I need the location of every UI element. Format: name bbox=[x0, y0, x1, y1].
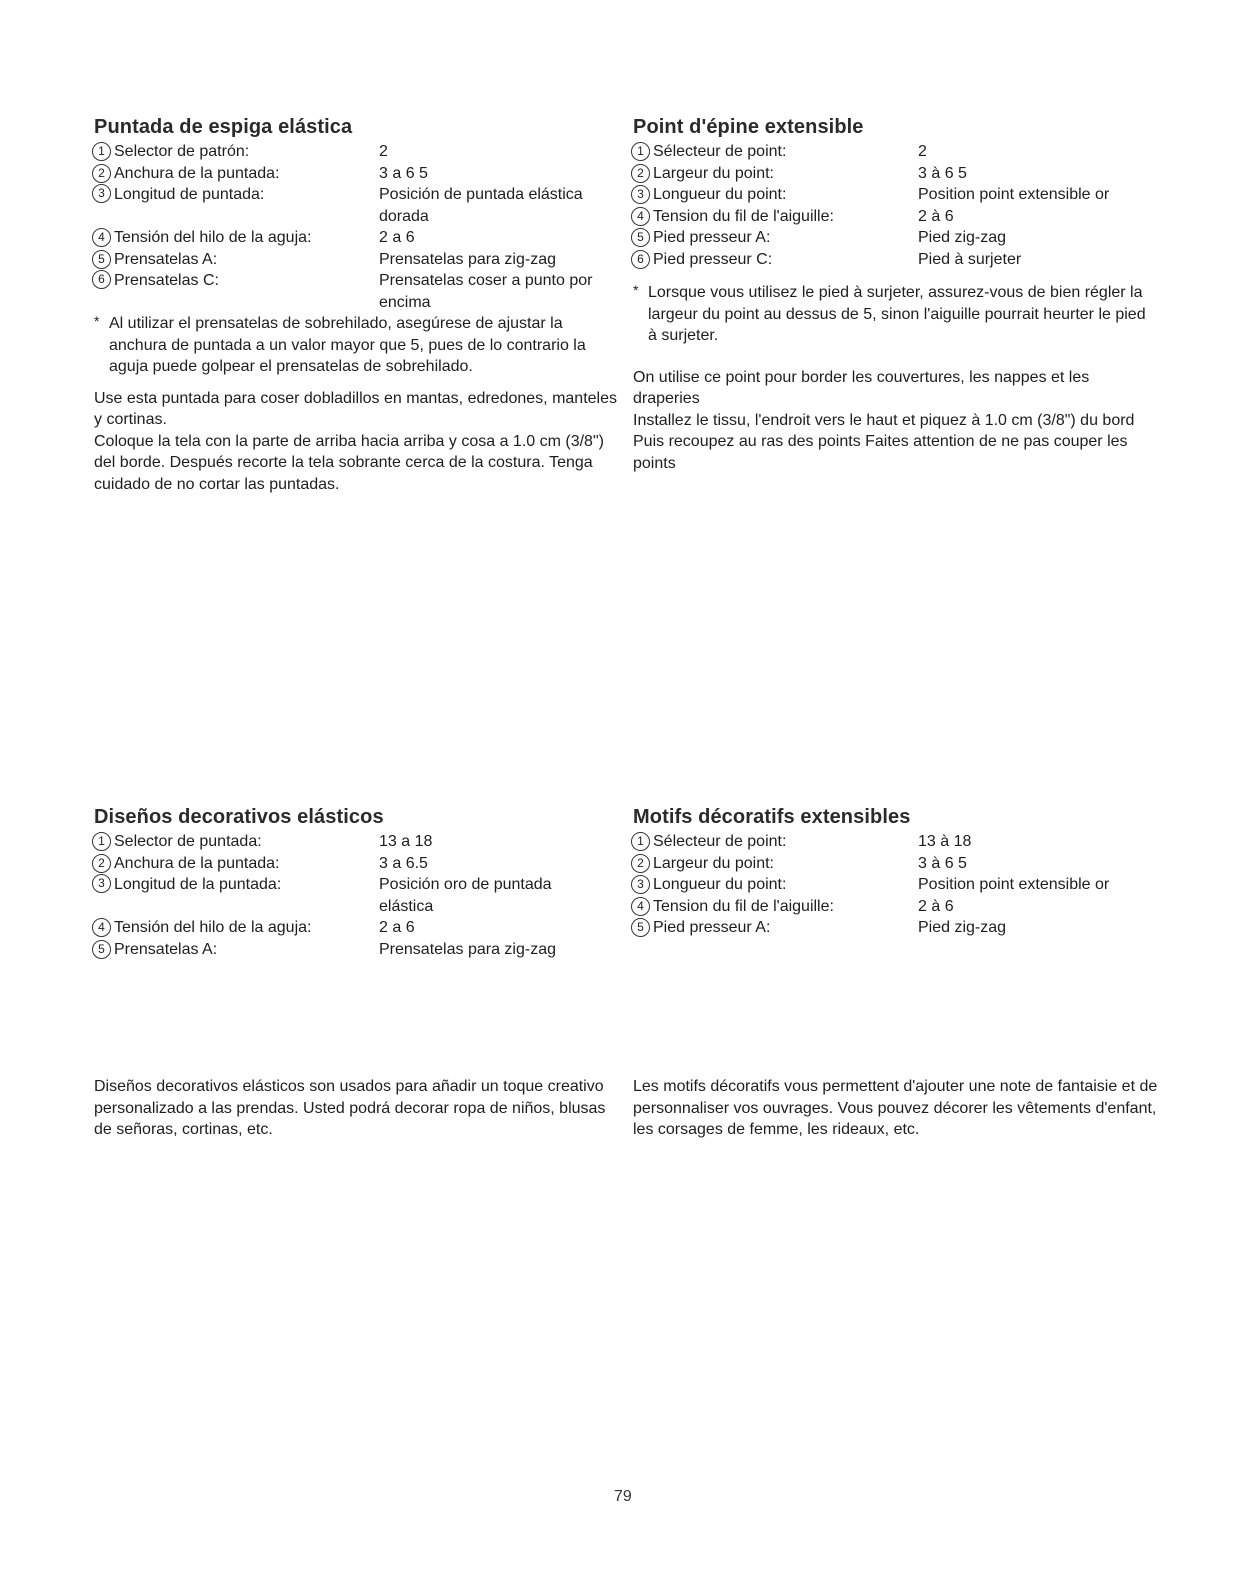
paragraph-block-es bbox=[94, 1076, 619, 1141]
setting-row bbox=[94, 270, 619, 313]
setting-label: Longueur du point: bbox=[653, 876, 787, 893]
setting-value: 2 bbox=[918, 143, 927, 160]
section-motifs-decoratifs bbox=[633, 806, 1158, 939]
setting-row bbox=[633, 184, 1158, 206]
setting-label: Longitud de puntada: bbox=[114, 186, 265, 203]
paragraph: Coloque la tela con la parte de arriba hacia arriba y cosa a 1.0 cm (3/8") del borde. Después recorte la tela sobrante cerca de la costura. Tenga cuidado de no cortar las puntadas. bbox=[94, 432, 604, 493]
section-point-epine bbox=[633, 116, 1158, 474]
setting-row bbox=[633, 874, 1158, 896]
number-2-icon: 2 bbox=[92, 164, 111, 183]
number-3-icon: 3 bbox=[631, 185, 650, 204]
bullet-asterisk-icon: * bbox=[94, 313, 100, 329]
number-5-icon: 5 bbox=[631, 918, 650, 937]
setting-label: Largeur du point: bbox=[653, 854, 774, 872]
setting-label: Selector de patrón: bbox=[114, 143, 250, 160]
setting-row bbox=[94, 917, 619, 939]
setting-label: Sélecteur de point: bbox=[653, 833, 787, 850]
setting-value: 13 a 18 bbox=[379, 833, 433, 850]
setting-row bbox=[633, 917, 1158, 939]
number-3-icon: 3 bbox=[92, 184, 111, 203]
note bbox=[94, 313, 619, 378]
number-5-icon: 5 bbox=[92, 940, 111, 959]
setting-value: 3 a 6 5 bbox=[379, 164, 428, 182]
settings-list bbox=[94, 831, 619, 960]
setting-label: Sélecteur de point: bbox=[653, 143, 787, 160]
setting-value: 2 à 6 bbox=[918, 897, 954, 915]
setting-value: Position point extensible or bbox=[918, 186, 1110, 203]
paragraph: Les motifs décoratifs vous permettent d'ajouter une note de fantaisie et de personnaliser vos ouvrages. Vous pouvez décorer les vêtements d'enfant, les corsages de femme, les rideaux, etc. bbox=[633, 1078, 1158, 1138]
setting-value: 2 a 6 bbox=[379, 229, 415, 246]
setting-row bbox=[94, 249, 619, 271]
setting-row bbox=[633, 141, 1158, 163]
setting-value: 3 a 6.5 bbox=[379, 854, 428, 872]
setting-row bbox=[94, 831, 619, 853]
paragraph: On utilise ce point pour border les couvertures, les nappes et les draperies bbox=[633, 368, 1090, 407]
setting-label: Prensatelas A: bbox=[114, 250, 218, 268]
number-4-icon: 4 bbox=[92, 918, 111, 937]
number-6-icon: 6 bbox=[92, 270, 111, 289]
number-2-icon: 2 bbox=[631, 854, 650, 873]
setting-row bbox=[633, 853, 1158, 875]
section-title: Diseños decorativos elásticos bbox=[94, 806, 384, 828]
setting-value: 2 a 6 bbox=[379, 919, 415, 936]
setting-value: Posición oro de puntada elástica bbox=[379, 876, 552, 915]
setting-value: 2 à 6 bbox=[918, 207, 954, 225]
section-title: Puntada de espiga elástica bbox=[94, 116, 353, 138]
setting-label: Tensión del hilo de la aguja: bbox=[114, 919, 312, 936]
setting-label: Prensatelas C: bbox=[114, 272, 219, 289]
setting-label: Largeur du point: bbox=[653, 164, 774, 182]
setting-label: Pied presseur A: bbox=[653, 229, 771, 246]
setting-label: Prensatelas A: bbox=[114, 940, 218, 958]
setting-label: Pied presseur C: bbox=[653, 250, 773, 268]
setting-label: Pied presseur A: bbox=[653, 919, 771, 936]
setting-row bbox=[94, 939, 619, 961]
section-title: Motifs décoratifs extensibles bbox=[633, 806, 911, 828]
note bbox=[633, 282, 1158, 347]
setting-value: 3 à 6 5 bbox=[918, 164, 967, 182]
setting-row bbox=[633, 831, 1158, 853]
setting-label: Tension du fil de l'aiguille: bbox=[653, 897, 834, 915]
paragraph: Use esta puntada para coser dobladillos en mantas, edredones, manteles y cortinas. bbox=[94, 389, 617, 428]
setting-row bbox=[94, 141, 619, 163]
number-1-icon: 1 bbox=[631, 142, 650, 161]
setting-row bbox=[633, 896, 1158, 918]
settings-list bbox=[633, 141, 1158, 270]
section-puntada-espiga bbox=[94, 116, 619, 495]
number-3-icon: 3 bbox=[631, 875, 650, 894]
setting-label: Longueur du point: bbox=[653, 186, 787, 203]
section-title: Point d'épine extensible bbox=[633, 116, 864, 138]
settings-list bbox=[94, 141, 619, 313]
setting-value: Pied zig-zag bbox=[918, 229, 1007, 246]
setting-value: Prensatelas para zig-zag bbox=[379, 940, 556, 958]
note-text: Al utilizar el prensatelas de sobrehilado, asegúrese de ajustar la anchura de puntada a un valor mayor que 5, pues de lo contrario la aguja puede golpear el prensatelas de sobrehilado. bbox=[109, 315, 586, 375]
setting-row bbox=[633, 227, 1158, 249]
setting-row bbox=[94, 163, 619, 185]
setting-row bbox=[94, 227, 619, 249]
setting-label: Tension du fil de l'aiguille: bbox=[653, 207, 834, 225]
number-3-icon: 3 bbox=[92, 874, 111, 893]
number-4-icon: 4 bbox=[631, 207, 650, 226]
setting-label: Selector de puntada: bbox=[114, 833, 262, 850]
number-5-icon: 5 bbox=[92, 250, 111, 269]
setting-row bbox=[633, 206, 1158, 228]
setting-value: Pied zig-zag bbox=[918, 919, 1007, 936]
paragraph-block-fr bbox=[633, 1076, 1158, 1141]
setting-value: Position point extensible or bbox=[918, 876, 1110, 893]
setting-value: Pied à surjeter bbox=[918, 250, 1022, 268]
number-1-icon: 1 bbox=[92, 832, 111, 851]
setting-value: 13 à 18 bbox=[918, 833, 972, 850]
setting-row bbox=[94, 874, 619, 917]
number-6-icon: 6 bbox=[631, 250, 650, 269]
number-1-icon: 1 bbox=[631, 832, 650, 851]
number-5-icon: 5 bbox=[631, 228, 650, 247]
number-4-icon: 4 bbox=[92, 228, 111, 247]
number-1-icon: 1 bbox=[92, 142, 111, 161]
setting-label: Longitud de la puntada: bbox=[114, 876, 282, 893]
paragraph: Diseños decorativos elásticos son usados para añadir un toque creativo personalizado a las prendas. Usted podrá decorar ropa de niños, blusas de señoras, cortinas, etc. bbox=[94, 1078, 606, 1138]
setting-value: Posición de puntada elástica dorada bbox=[379, 186, 583, 225]
number-4-icon: 4 bbox=[631, 897, 650, 916]
setting-value: Prensatelas coser a punto por encima bbox=[379, 272, 593, 311]
setting-value: Prensatelas para zig-zag bbox=[379, 250, 556, 268]
setting-label: Tensión del hilo de la aguja: bbox=[114, 229, 312, 246]
settings-list bbox=[633, 831, 1158, 939]
bullet-asterisk-icon: * bbox=[633, 282, 639, 298]
paragraph: Installez le tissu, l'endroit vers le haut et piquez à 1.0 cm (3/8") du bord Puis recoupez au ras des points Faites attention de ne pas couper les points bbox=[633, 411, 1135, 472]
setting-row bbox=[94, 853, 619, 875]
setting-row bbox=[633, 249, 1158, 271]
setting-value: 2 bbox=[379, 143, 388, 160]
setting-label: Anchura de la puntada: bbox=[114, 854, 280, 872]
section-disenos-decorativos bbox=[94, 806, 619, 960]
setting-label: Anchura de la puntada: bbox=[114, 164, 280, 182]
number-2-icon: 2 bbox=[92, 854, 111, 873]
setting-row bbox=[94, 184, 619, 227]
note-text: Lorsque vous utilisez le pied à surjeter, assurez-vous de bien régler la largeur du point au dessus de 5, sinon l'aiguille pourrait heurter le pied à surjeter. bbox=[648, 284, 1146, 344]
page-number: 79 bbox=[614, 1488, 632, 1505]
number-2-icon: 2 bbox=[631, 164, 650, 183]
setting-value: 3 à 6 5 bbox=[918, 854, 967, 872]
setting-row bbox=[633, 163, 1158, 185]
